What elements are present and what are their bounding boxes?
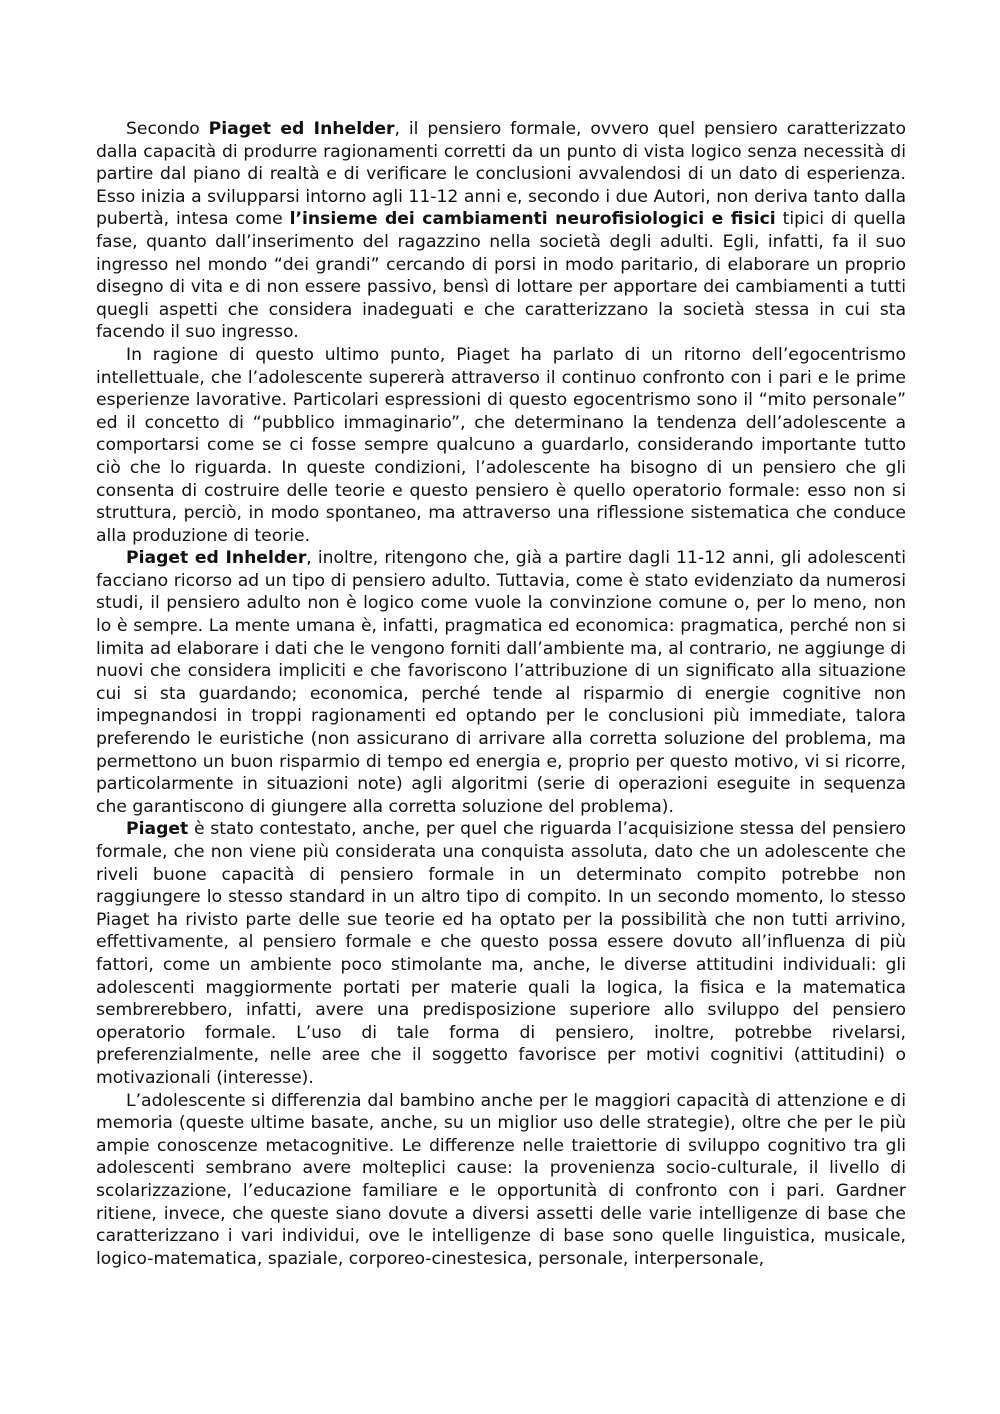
paragraph-5 <box>96 1090 906 1271</box>
paragraph-1 <box>96 118 906 344</box>
paragraph-4-text-1: è stato contestato, anche, per quel che riguarda l’acquisizione stessa del pensiero formale, che non viene più considerata una conquista assoluta, dato che un adolescente che riveli buone capacità di pensiero formale in un determinato compito potrebbe non raggiungere lo stesso standard in un altro tipo di compito. In un secondo momento, lo stesso Piaget ha rivisto parte delle sue teorie ed ha optato per la possibilità che non tutti arrivino, effettivamente, al pensiero formale e che questo possa essere dovuto all’influenza di più fattori, come un ambiente poco stimolante ma, anche, le diverse attitudini individuali: gli adolescenti maggiormente portati per materie quali la logica, la fisica e la matematica sembrerebbero, infatti, avere una predisposizione superiore allo sviluppo del pensiero operatorio formale. L’uso di tale forma di pensiero, inoltre, potrebbe rivelarsi, preferenzialmente, nelle aree che il soggetto favorisce per motivi cognitivi (attitudini) o motivazionali (interesse). <box>96 819 906 1088</box>
paragraph-1-bold-authors: Piaget ed Inhelder <box>208 119 395 139</box>
paragraph-5-text-1: L’adolescente si differenzia dal bambino anche per le maggiori capacità di attenzione e di memoria (queste ultime basate, anche, su un miglior uso delle strategie), oltre che per le più ampie conoscenze metacognitive. Le differenze nelle traiettorie di sviluppo cognitivo tra gli adolescenti sembrano avere molteplici cause: la provenienza socio-culturale, il livello di scolarizzazione, l’educazione familiare e le opportunità di confronto con i pari. Gardner ritiene, invece, che queste siano dovute a diversi assetti delle varie intelligenze di base che caratterizzano i vari individui, ove le intelligenze di base sono quelle linguistica, musicale, logico-matematica, spaziale, corporeo-cinestesica, personale, interpersonale, <box>96 1090 906 1269</box>
paragraph-2-text-1: In ragione di questo ultimo punto, Piaget ha parlato di un ritorno dell’egocentrismo intellettuale, che l’adolescente supererà attraverso il continuo confronto con i pari e le prime esperienze lavorative. Particolari espressioni di questo egocentrismo sono il “mito personale” ed il concetto di “pubblico immaginario”, che determinano la tendenza dell’adolescente a comportarsi come se ci fosse sempre qualcuno a guardarlo, considerando importante tutto ciò che lo riguarda. In queste condizioni, l’adolescente ha bisogno di un pensiero che gli consenta di costruire delle teorie e questo pensiero è quello operatorio formale: esso non si struttura, perciò, in modo spontaneo, ma attraverso una riflessione sistematica che conduce alla produzione di teorie. <box>96 344 906 546</box>
paragraph-2 <box>96 344 906 547</box>
paragraph-3 <box>96 547 906 818</box>
paragraph-1-text-3: tipici di quella fase, quanto dall’inserimento del ragazzino nella società degli adulti. Egli, infatti, fa il suo ingresso nel mondo “dei grandi” cercando di porsi in modo paritario, di elaborare un proprio disegno di vita e di non essere passivo, bensì di lottare per apportare dei cambiamenti a tutti quegli aspetti che considera inadeguati e che caratterizzano la società stessa in cui sta facendo il suo ingresso. <box>96 209 907 343</box>
document-body <box>96 118 906 1270</box>
paragraph-1-text-2: , il pensiero formale, ovvero quel pensiero caratterizzato dalla capacità di produrre ragionamenti corretti da un punto di vista logico senza necessità di partire dal piano di realtà e di verificare le conclusioni avvalendosi di un dato di esperienza. Esso inizia a svilupparsi intorno agli 11-12 anni e, secondo i due Autori, non deriva tanto dalla pubertà, intesa come <box>96 119 907 230</box>
paragraph-1-bold-definition: l’insieme dei cambiamenti neurofisiologici e fisici <box>289 209 776 230</box>
paragraph-3-bold-authors: Piaget ed Inhelder <box>126 548 307 569</box>
paragraph-4-bold-author: Piaget <box>126 819 189 840</box>
paragraph-3-text-1: , inoltre, ritengono che, già a partire dagli 11-12 anni, gli adolescenti facciano ricorso ad un tipo di pensiero adulto. Tuttavia, come è stato evidenziato da numerosi studi, il pensiero adulto non è logico come vuole la convinzione comune o, per lo meno, non lo è sempre. La mente umana è, infatti, pragmatica ed economica: pragmatica, perché non si limita ad elaborare i dati che le vengono forniti dall’ambiente ma, al contrario, ne aggiunge di nuovi che considera impliciti e che favoriscono l’attribuzione di un significato alla situazione cui si sta guardando; economica, perché tende al risparmio di energie cognitive non impegnandosi in troppi ragionamenti ed optando per le conclusioni più immediate, talora preferendo le euristiche (non assicurano di arrivare alla corretta soluzione del problema, ma permettono un buon risparmio di tempo ed energia e, proprio per questo motivo, vi si ricorre, particolarmente in situazioni note) agli algoritmi (serie di operazioni eseguite in sequenza che garantiscono di giungere alla corretta soluzione del problema). <box>96 548 907 817</box>
paragraph-4 <box>96 818 906 1089</box>
paragraph-1-text-1: Secondo <box>126 119 209 139</box>
